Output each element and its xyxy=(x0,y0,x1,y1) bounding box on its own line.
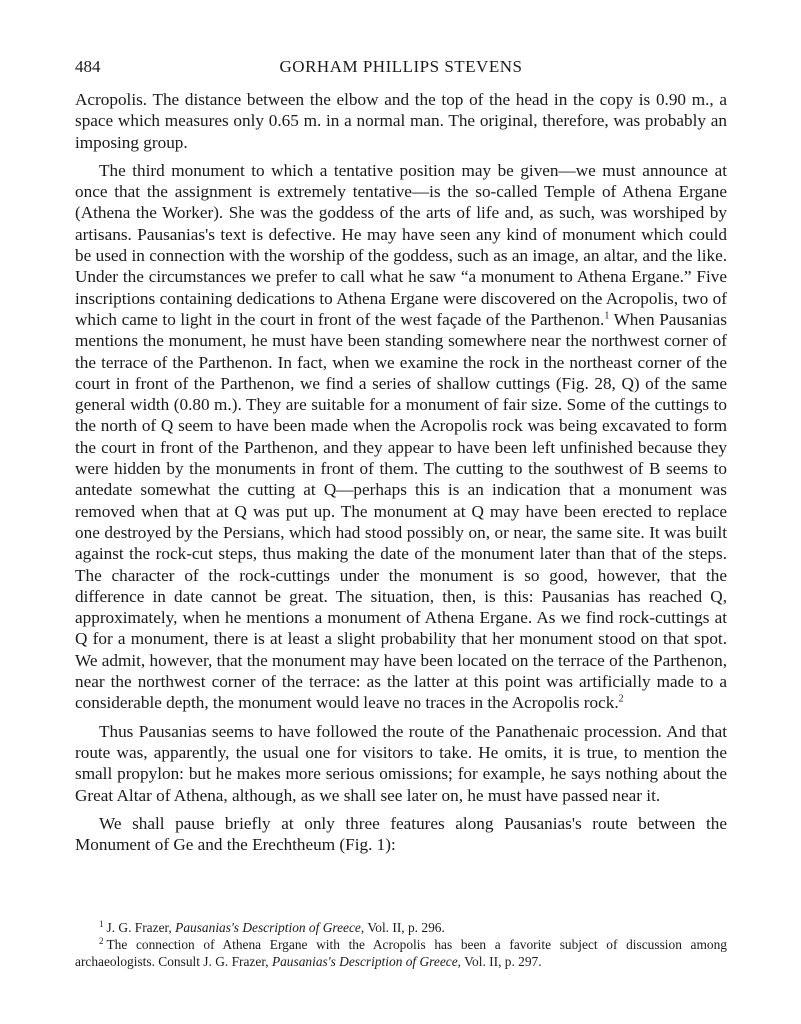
running-title: GORHAM PHILLIPS STEVENS xyxy=(279,57,523,76)
paragraph-4: We shall pause briefly at only three features along Pausanias's route between the Monument of Ge and the Erechtheum (Fig. 1): xyxy=(75,813,727,855)
running-head xyxy=(75,54,727,80)
footnote-2-after: , Vol. II, p. 297. xyxy=(457,954,542,969)
footnote-1-after: , Vol. II, p. 296. xyxy=(360,920,445,935)
footnote-1-mark: 1 xyxy=(99,918,104,929)
body-text xyxy=(75,89,727,855)
footnote-2-mark: 2 xyxy=(99,935,104,946)
footnote-2 xyxy=(75,936,727,970)
footnote-ref-1: 1 xyxy=(604,310,610,322)
footnote-1 xyxy=(75,919,727,936)
footnote-2-before: The connection of Athena Ergane with the Acropolis has been a favorite subject of discussion among archaeologists. Consult J. G. Frazer, xyxy=(75,937,727,969)
footnote-1-title: Pausanias's Description of Greece xyxy=(175,920,361,935)
footnotes xyxy=(75,919,727,970)
footnote-2-title: Pausanias's Description of Greece xyxy=(271,954,458,969)
paragraph-2-part-b: When Pausanias mentions the monument, he must have been standing somewhere near the northwest corner of the terrace of the Parthenon. In fact, when we examine the rock in the northeast corner of the court in front of the Parthenon, we find a series of shallow cuttings (Fig. 28, Q) of the same general width (0.80 m.). They are suitable for a monument of fair size. Some of the cuttings to the north of Q seem to have been made when the Acropolis rock was being excavated to form the court in front of the Parthenon, and they appear to have been left unfinished because they were hidden by the monuments in front of them. The cutting to the southwest of B seems to antedate somewhat the cutting at Q—perhaps this is an indication that a monument was removed when that at Q was put up. The monument at Q may have been erected to replace one destroyed by the Persians, which had stood possibly on, or near, the same site. It was built against the rock-cut steps, thus making the date of the monument later than that of the steps. The character of the rock-cuttings under the monument is so good, however, that the difference in date cannot be great. The situation, then, is this: Pausanias has reached Q, approximately, when he mentions a monument of Athena Ergane. As we find rock-cuttings at Q for a monument, there is at least a slight probability that her monument stood on that spot. We admit, however, that the monument may have been located on the terrace of the Parthenon, near the northwest corner of the terrace: as the latter at this point was artificially made to a considerable depth, the monument would leave no traces in the Acropolis rock. xyxy=(75,309,727,713)
footnote-ref-2: 2 xyxy=(618,693,624,705)
footnote-1-before: J. G. Frazer, xyxy=(106,920,176,935)
paragraph-1: Acropolis. The distance between the elbow and the top of the head in the copy is 0.90 m., a space which measures only 0.65 m. in a normal man. The original, therefore, was probably an imposing group. xyxy=(75,90,727,152)
paragraph-2 xyxy=(75,160,727,714)
page-number: 484 xyxy=(75,57,101,76)
paragraph-3: Thus Pausanias seems to have followed the route of the Panathenaic procession. And that route was, apparently, the usual one for visitors to take. He omits, it is true, to mention the small propylon: but he makes more serious omissions; for example, he says nothing about the Great Altar of Athena, although, as we shall see later on, he must have passed near it. xyxy=(75,721,727,805)
paragraph-2-part-a: The third monument to which a tentative position may be given—we must announce at once that the assignment is extremely tentative—is the so-called Temple of Athena Ergane (Athena the Worker). She was the goddess of the arts of life and, as such, was worshiped by artisans. Pausanias's text is defective. He may have seen any kind of monument which could be used in connection with the worship of the goddess, such as an image, an altar, and the like. Under the circumstances we prefer to call what he saw “a monument to Athena Ergane.” Five inscriptions containing dedications to Athena Ergane were discovered on the Acropolis, two of which came to light in the court in front of the west façade of the Parthenon. xyxy=(75,160,727,329)
